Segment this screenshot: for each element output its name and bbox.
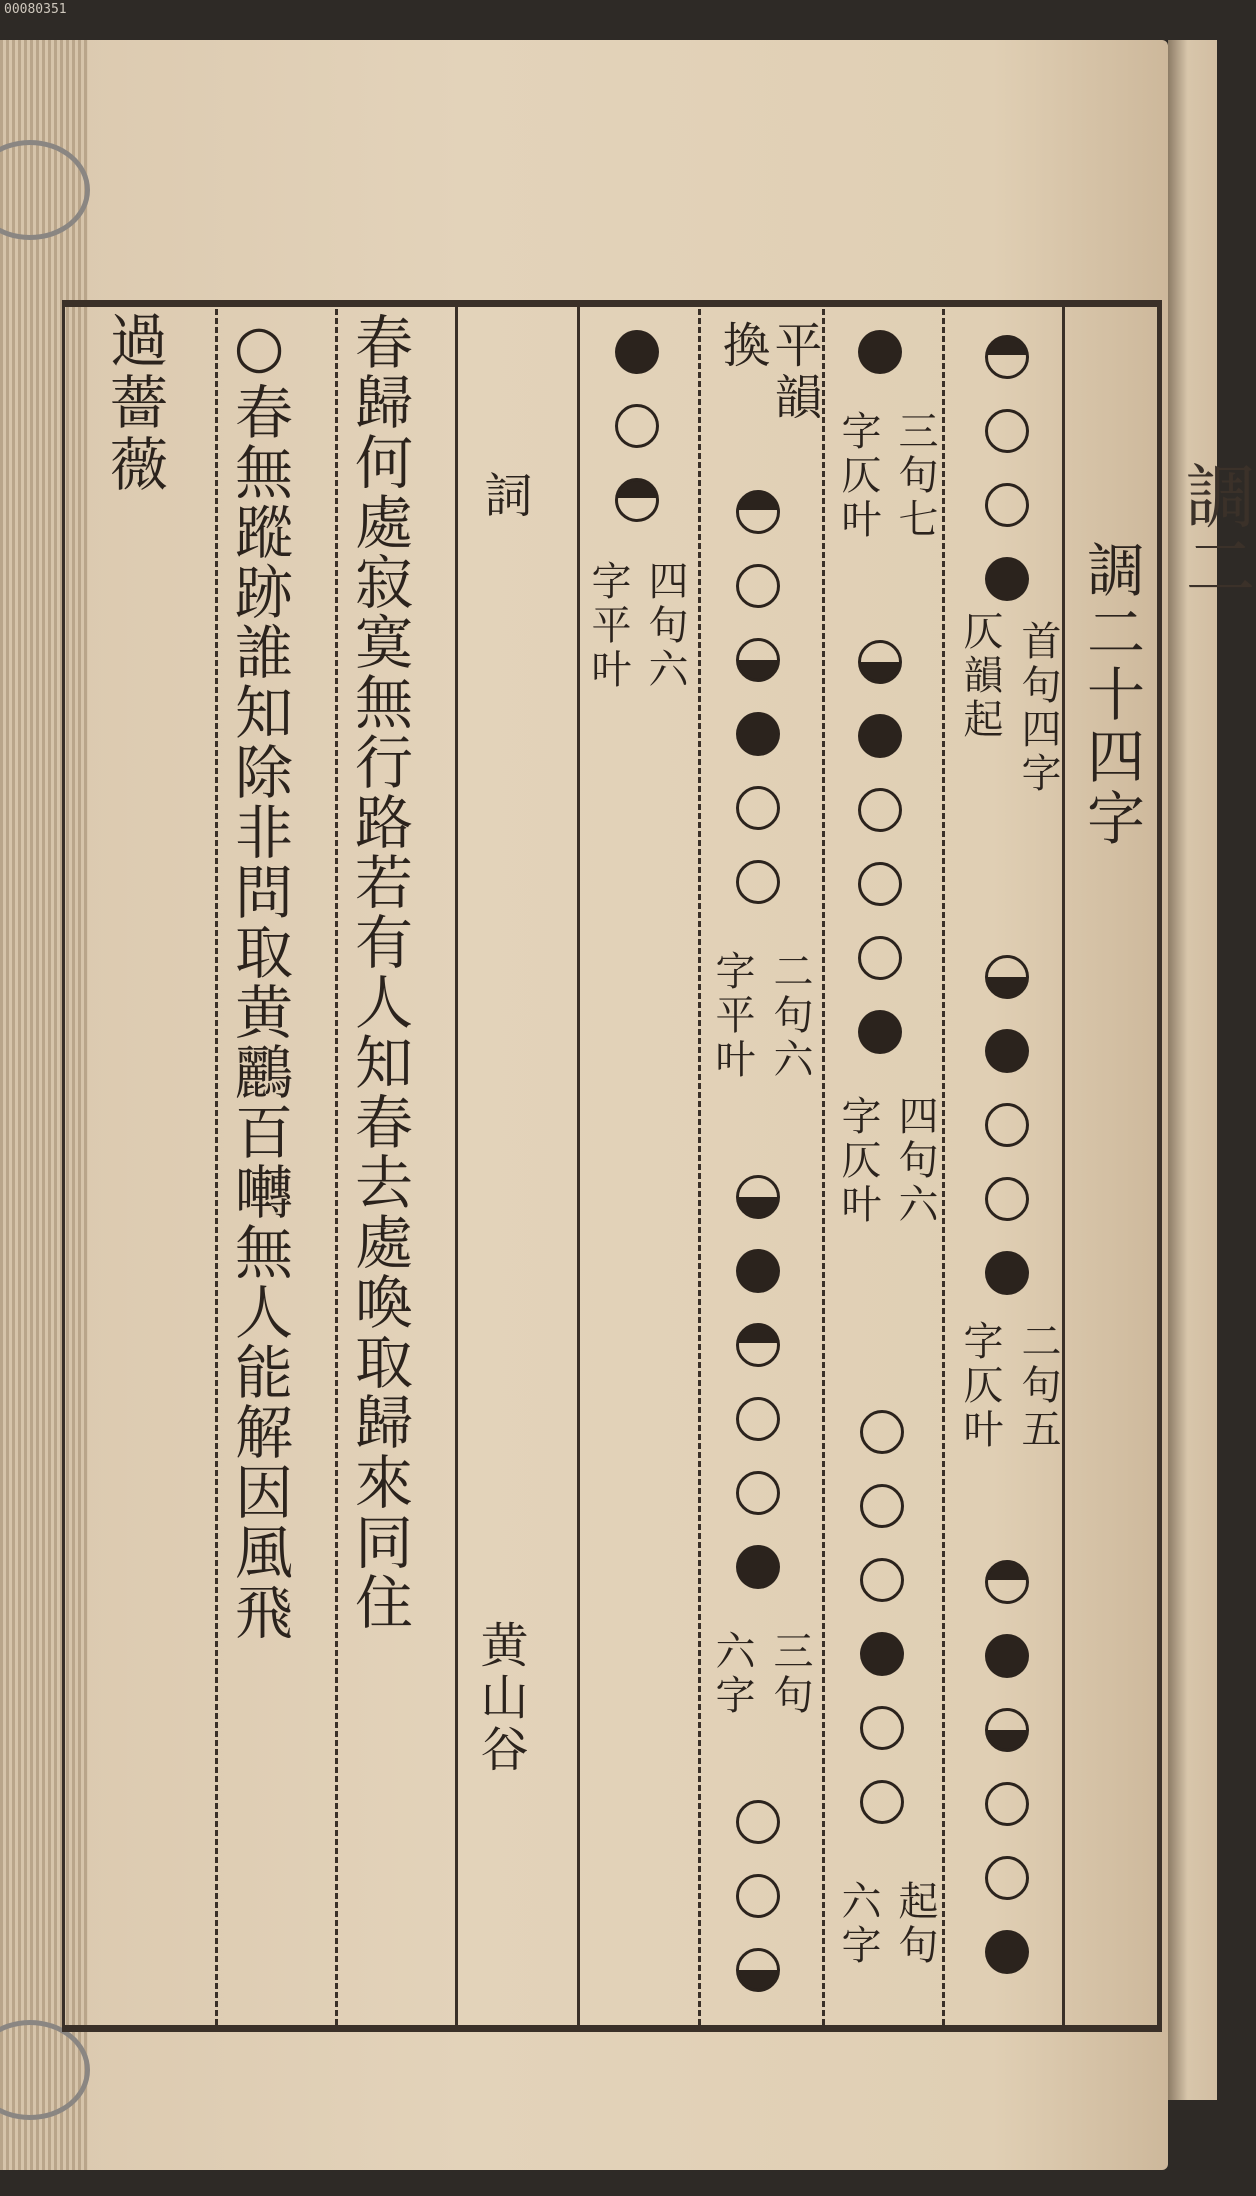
tone-mark: [858, 862, 902, 906]
line4-note-b: 字仄叶: [835, 1095, 881, 1227]
line2-note-b: 字仄叶: [957, 1320, 1003, 1452]
tone-mark: [858, 714, 902, 758]
tone-column-4: [858, 330, 902, 374]
tone-column-8: [736, 1175, 780, 1589]
tone-mark: [985, 955, 1029, 999]
line5-note: 起句: [892, 1880, 938, 1968]
tone-mark: [860, 1780, 904, 1824]
tone-column-5: [858, 640, 902, 1054]
tone-mark: [985, 1930, 1029, 1974]
column-rule: [1062, 300, 1065, 2025]
tone-column-6: [860, 1410, 904, 1824]
poem-column-1: 春歸何處寂寞無行路若有人知春去處喚取歸來同住: [345, 312, 413, 1632]
line3-note-b: 字仄叶: [835, 410, 881, 542]
section-title: 過薔薇: [100, 310, 168, 496]
poem-column-2: ○春無蹤跡誰知除非問取黄鸝百囀無人能解因風飛: [225, 312, 293, 1642]
tone-mark: [860, 1484, 904, 1528]
tone-column-10: [615, 330, 659, 522]
tone-mark: [985, 1560, 1029, 1604]
rhyme-shift-label-b: 換: [714, 320, 770, 372]
tone-mark: [858, 640, 902, 684]
line8-note-b: 字平叶: [585, 560, 631, 692]
tone-mark: [736, 860, 780, 904]
tone-mark: [736, 1249, 780, 1293]
tone-mark: [736, 1323, 780, 1367]
tone-column-9: [736, 1800, 780, 1992]
pattern-title: 調二十四字: [1077, 540, 1145, 850]
tone-mark: [860, 1410, 904, 1454]
column-rule: [698, 300, 701, 2025]
tone-mark: [736, 1175, 780, 1219]
tone-mark: [985, 1029, 1029, 1073]
tone-mark: [858, 936, 902, 980]
tone-column-2: [985, 955, 1029, 1295]
line8-note: 四句六: [642, 560, 688, 692]
line7-note-b: 六字: [709, 1630, 755, 1718]
line1-note: 首句四字: [1015, 620, 1061, 796]
line7-note: 三句: [767, 1630, 813, 1718]
line4-note: 四句六: [892, 1095, 938, 1227]
tone-mark: [985, 335, 1029, 379]
tone-mark: [615, 478, 659, 522]
tone-mark: [736, 1545, 780, 1589]
column-rule: [335, 300, 338, 2025]
tone-mark: [736, 1874, 780, 1918]
next-page-chars: 調二: [1174, 460, 1256, 600]
next-page-edge: [1168, 40, 1256, 2100]
rhyme-shift-label: 平韻: [766, 320, 822, 424]
tone-mark: [985, 557, 1029, 601]
tone-mark: [736, 638, 780, 682]
tone-mark: [860, 1558, 904, 1602]
tone-mark: [615, 404, 659, 448]
tone-mark: [736, 1948, 780, 1992]
column-rule: [455, 300, 458, 2025]
column-rule: [215, 300, 218, 2025]
line6-note-b: 字平叶: [709, 950, 755, 1082]
line6-note: 二句六: [767, 950, 813, 1082]
tone-mark: [985, 409, 1029, 453]
scan-id-label: 00080351: [4, 2, 67, 17]
tone-mark: [736, 712, 780, 756]
tone-mark: [736, 564, 780, 608]
tone-column-1: [985, 335, 1029, 601]
poem-heading: 詞: [476, 470, 532, 522]
tone-mark: [985, 1856, 1029, 1900]
tone-mark: [985, 483, 1029, 527]
column-rule: [942, 300, 945, 2025]
tone-mark: [736, 1471, 780, 1515]
tone-mark: [615, 330, 659, 374]
line2-note: 二句五: [1015, 1320, 1061, 1452]
tone-mark: [858, 1010, 902, 1054]
line5-note-b: 六字: [835, 1880, 881, 1968]
tone-mark: [985, 1251, 1029, 1295]
column-rule: [577, 300, 580, 2025]
tone-mark: [736, 1800, 780, 1844]
tone-mark: [985, 1103, 1029, 1147]
poem-author: 黄山谷: [472, 1620, 528, 1776]
column-rule: [822, 300, 825, 2025]
tone-mark: [985, 1177, 1029, 1221]
line1-note-b: 仄韻起: [957, 610, 1003, 742]
line3-note: 三句七: [892, 410, 938, 542]
tone-column-7: [736, 490, 780, 904]
tone-mark: [858, 788, 902, 832]
tone-mark: [858, 330, 902, 374]
tone-mark: [860, 1632, 904, 1676]
tone-mark: [860, 1706, 904, 1750]
tone-column-3: [985, 1560, 1029, 1974]
tone-mark: [985, 1782, 1029, 1826]
tone-mark: [985, 1634, 1029, 1678]
tone-mark: [736, 1397, 780, 1441]
tone-mark: [736, 786, 780, 830]
tone-mark: [985, 1708, 1029, 1752]
tone-mark: [736, 490, 780, 534]
